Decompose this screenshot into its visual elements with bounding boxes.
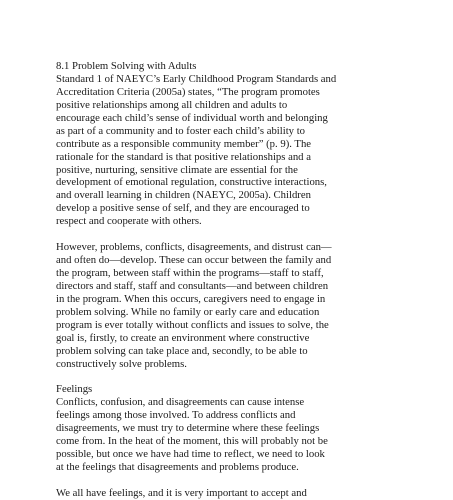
text-line: and overall learning in children (NAEYC, 2005a). Children (56, 189, 311, 202)
text-line: constructively solve problems. (56, 357, 187, 370)
document-text (56, 60, 451, 500)
text-line: positive, nurturing, sensitive climate are essential for the (56, 163, 298, 176)
text-line: and often do—develop. These can occur between the family and (56, 254, 332, 267)
text-line: development of emotional regulation, constructive interactions, (56, 176, 327, 189)
text-line: rationale for the standard is that positive relationships and a (56, 150, 311, 163)
text-line: come from. In the heat of the moment, this will probably not be (56, 435, 328, 448)
text-line: contribute as a responsible community member” (p. 9). The (56, 137, 312, 150)
text-line: positive relationships among all children and adults to (56, 98, 288, 111)
text-line: problem solving. While no family or early care and education (56, 305, 320, 318)
problems-paragraph (56, 241, 451, 370)
text-line: the program, between staff within the programs—staff to staff, (56, 267, 324, 279)
closing-paragraph (56, 487, 451, 500)
text-line: Conflicts, confusion, and disagreements can cause intense (56, 396, 305, 409)
text-line: goal is, firstly, to create an environment where constructive (56, 331, 310, 344)
text-line: Standard 1 of NAEYC’s Early Childhood Program Standards and (56, 72, 337, 85)
paragraph-gap (56, 474, 451, 487)
paragraph-gap (56, 371, 451, 384)
text-line: feelings among those involved. To address conflicts and (56, 409, 296, 422)
paragraph-gap (56, 228, 451, 241)
text-line: possible, but once we have had time to reflect, we need to look (56, 448, 325, 461)
section-title: 8.1 Problem Solving with Adults (56, 60, 197, 72)
text-line: Accreditation Criteria (2005a) states, “The program promotes (56, 85, 320, 98)
text-line: program is ever totally without conflicts and issues to solve, the (56, 318, 329, 331)
text-line: respect and cooperate with others. (56, 215, 202, 228)
feelings-paragraph (56, 383, 451, 474)
text-line: encourage each child’s sense of individual worth and belonging (56, 111, 328, 124)
text-line: problem solving can take place and, secondly, to be able to (56, 344, 308, 357)
text-line: We all have feelings, and it is very important to accept and (56, 486, 307, 499)
text-line: disagreements, we must try to determine where these feelings (56, 422, 320, 435)
text-line: at the feelings that disagreements and problems produce. (56, 461, 299, 474)
text-line: However, problems, conflicts, disagreements, and distrust can— (56, 241, 332, 254)
text-line: directors and staff, staff and consultants—and between children (56, 279, 329, 292)
text-line: in the program. When this occurs, caregivers need to engage in (56, 292, 326, 305)
subheading-feelings: Feelings (56, 383, 93, 396)
text-line: as part of a community and to foster each child’s ability to (56, 124, 306, 137)
section-heading-paragraph (56, 60, 451, 228)
text-line: develop a positive sense of self, and they are encouraged to (56, 202, 310, 215)
